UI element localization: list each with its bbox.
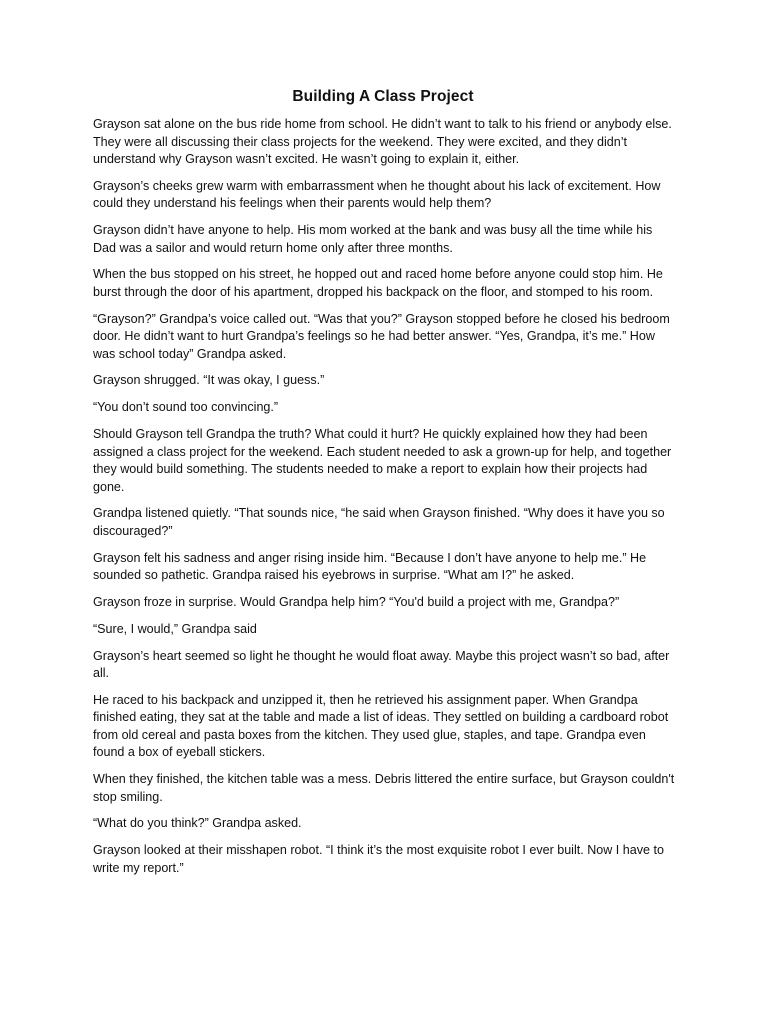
- paragraph: “You don’t sound too convincing.”: [93, 400, 279, 415]
- paragraph: “What do you think?” Grandpa asked.: [93, 816, 302, 831]
- paragraph: Grayson’s cheeks grew warm with embarrassment when he thought about his lack of excitement. How could they understand his feelings when their parents would help them?: [93, 178, 661, 211]
- paragraph: Grayson looked at their misshapen robot. “I think it’s the most exquisite robot I ever built. Now I have to write my report.”: [93, 843, 664, 875]
- paragraph: When they finished, the kitchen table was a mess. Debris littered the entire surface, but Grayson couldn't stop smiling.: [93, 772, 675, 804]
- paragraph: Grayson didn’t have anyone to help. His mom worked at the bank and was busy all the time while his Dad was a sailor and would return home only after three months.: [93, 223, 653, 255]
- paragraph: Grayson shrugged. “It was okay, I guess.”: [93, 373, 325, 388]
- paragraph: When the bus stopped on his street, he hopped out and raced home before anyone could stop him. He burst through the door of his apartment, dropped his backpack on the floor, and stomped to his room.: [93, 267, 663, 299]
- paragraph: “Sure, I would,” Grandpa said: [93, 621, 257, 636]
- document-page: [93, 86, 675, 887]
- document-title: Building A Class Project: [292, 88, 474, 105]
- paragraph: Grandpa listened quietly. “That sounds nice, “he said when Grayson finished. “Why does it have you so discouraged?”: [93, 506, 665, 538]
- paragraph: Grayson froze in surprise. Would Grandpa help him? “You'd build a project with me, Grandpa?”: [93, 594, 620, 609]
- paragraph: Grayson’s heart seemed so light he thought he would float away. Maybe this project wasn’t so bad, after all.: [93, 648, 670, 681]
- paragraph: “Grayson?” Grandpa’s voice called out. “Was that you?” Grayson stopped before he closed his bedroom door. He didn’t want to hurt Grandpa’s feelings so he had better answer. “Yes, Grandpa, it’s me.” How was school today” Grandpa asked.: [93, 311, 670, 361]
- paragraph: Grayson sat alone on the bus ride home from school. He didn’t want to talk to his friend or anybody else. They were all discussing their class projects for the weekend. They were excited, and they didn’t understand why Grayson wasn’t excited. He wasn’t going to explain it, either.: [93, 117, 672, 166]
- paragraph: Grayson felt his sadness and anger rising inside him. “Because I don’t have anyone to help me.” He sounded so pathetic. Grandpa raised his eyebrows in surprise. “What am I?” he asked.: [93, 550, 647, 583]
- paragraph: Should Grayson tell Grandpa the truth? What could it hurt? He quickly explained how they had been assigned a class project for the weekend. Each student needed to ask a grown-up for help, and together they would build something. The students needed to make a report to explain how their projects had gone.: [93, 427, 672, 494]
- paragraph: He raced to his backpack and unzipped it, then he retrieved his assignment paper. When Grandpa finished eating, they sat at the table and made a list of ideas. They settled on building a cardboard robot from old cereal and pasta boxes from the kitchen. They used glue, staples, and tape. Grandpa even found a box of eyeball stickers.: [93, 692, 669, 760]
